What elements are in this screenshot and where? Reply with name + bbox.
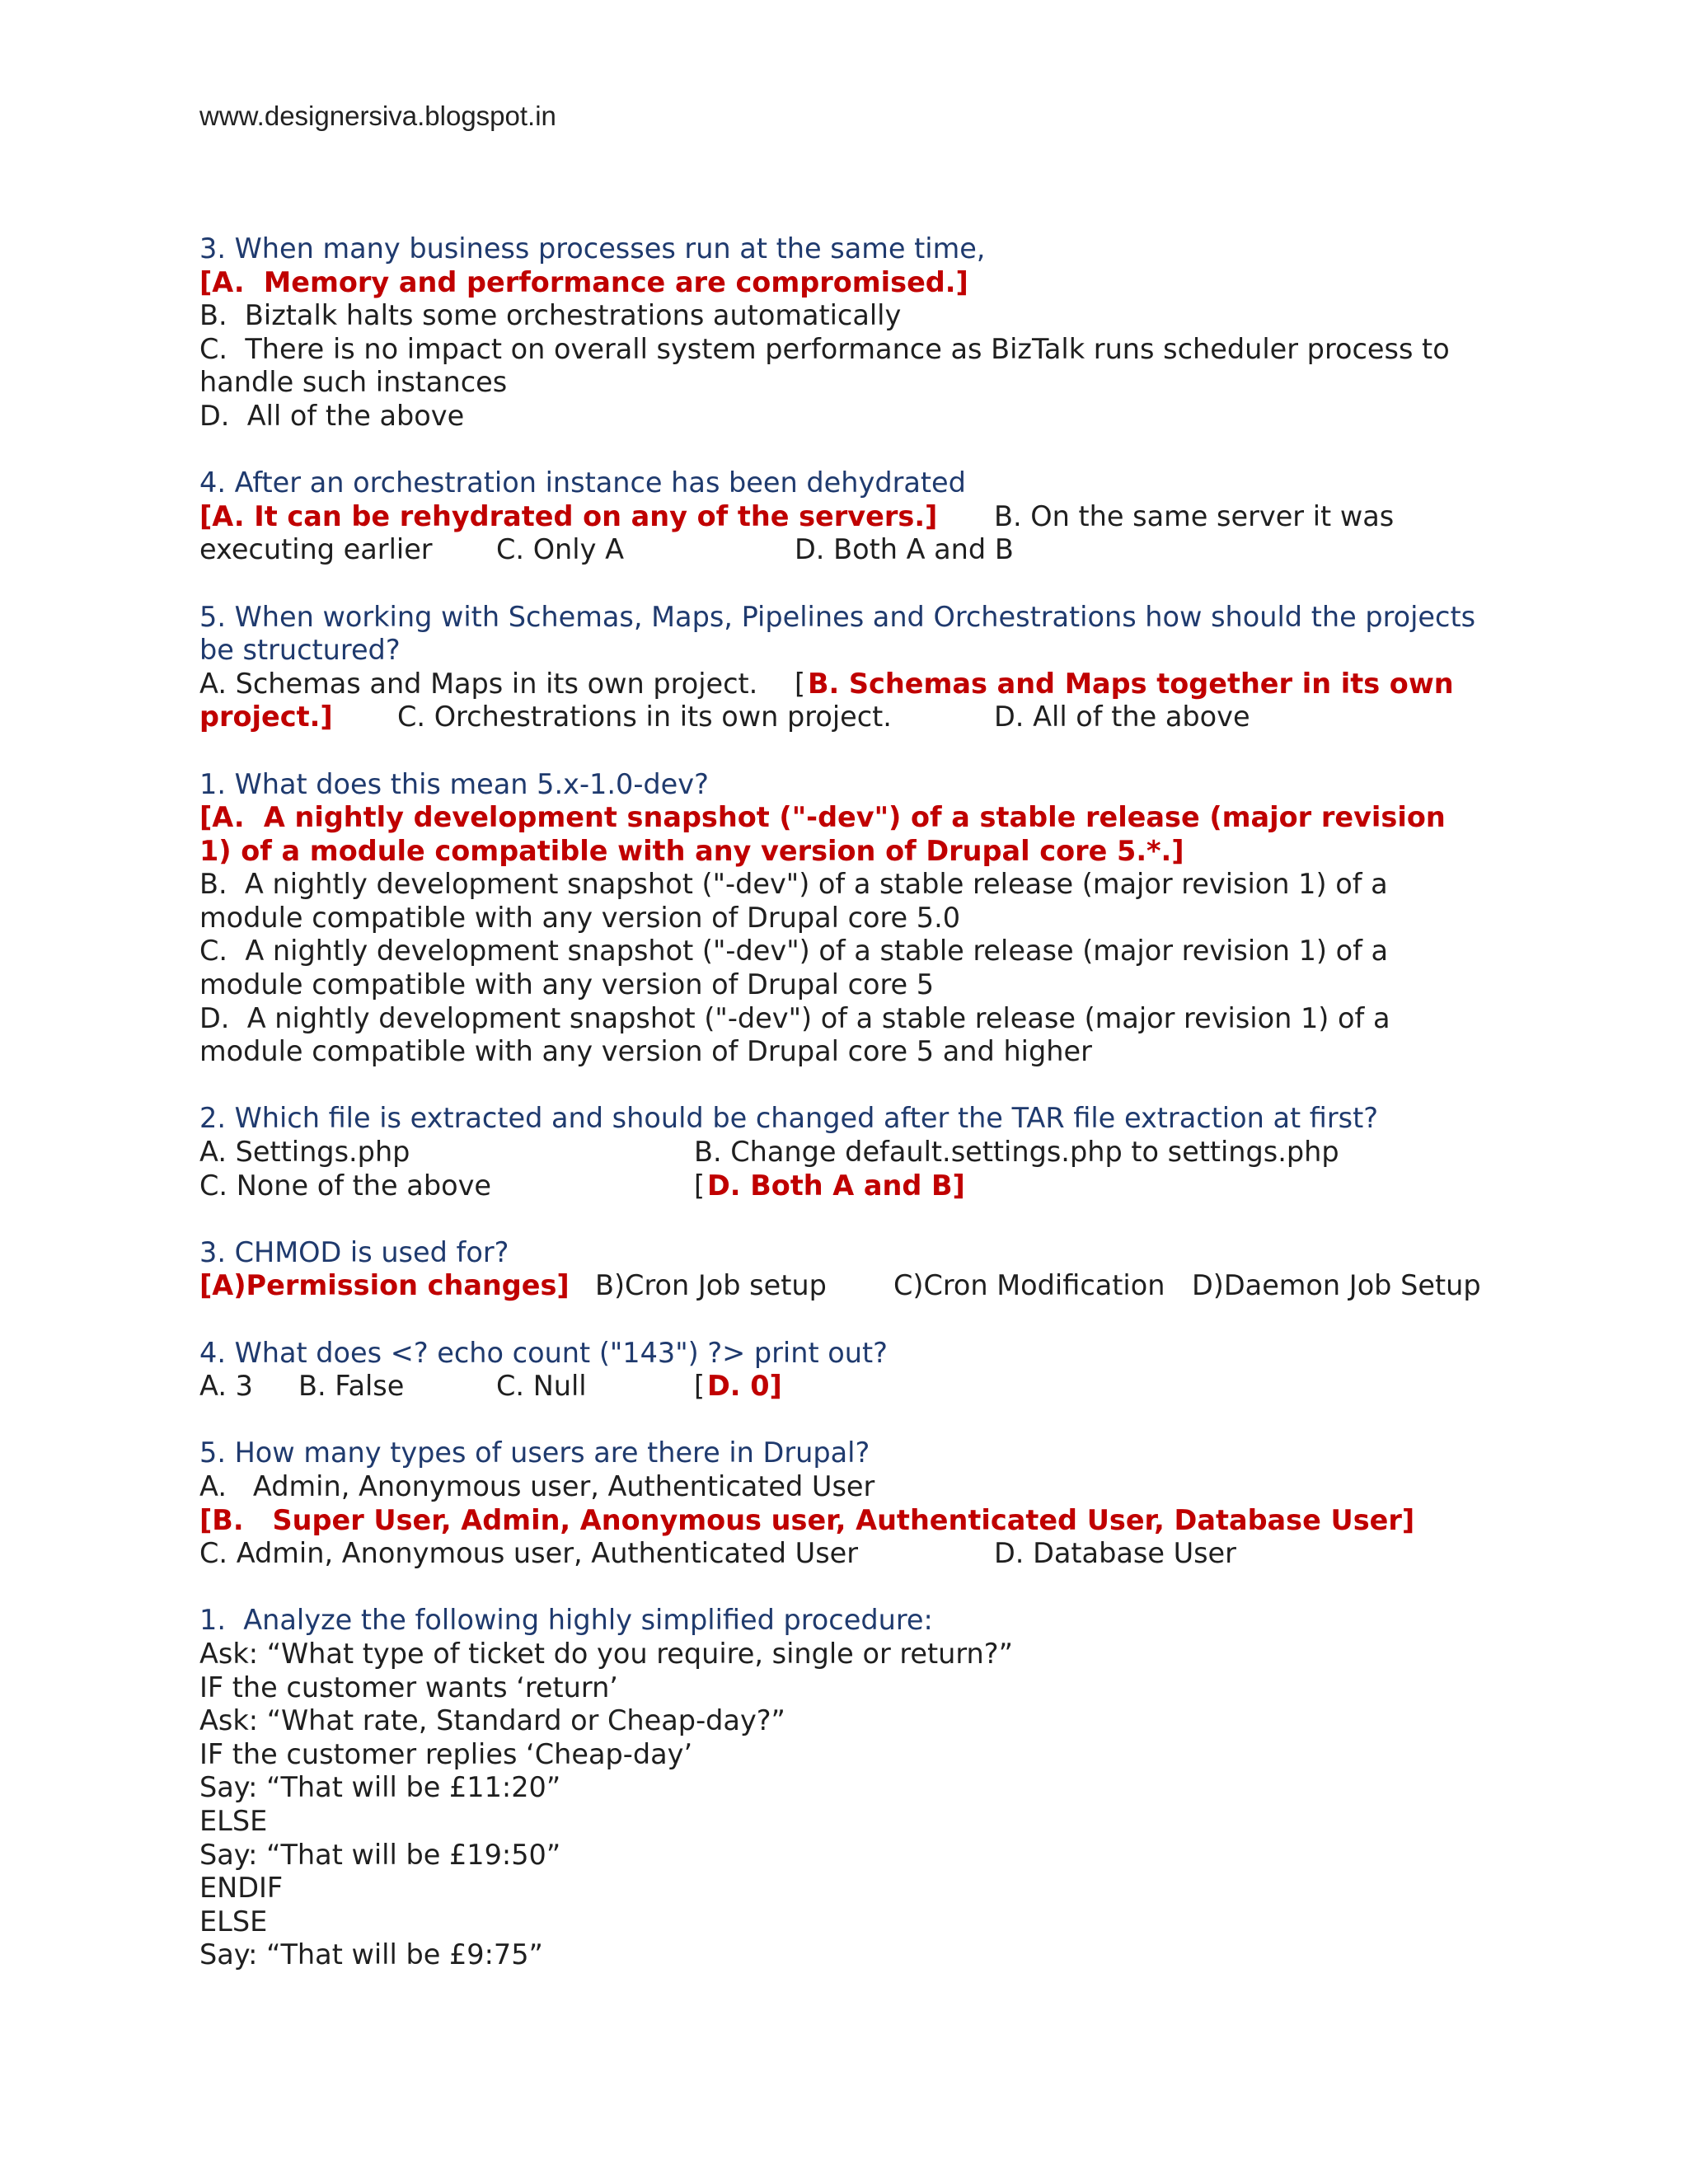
option-d: D. Both A and B — [795, 533, 1014, 566]
question-block — [199, 1337, 1551, 1404]
option-c: C. Only A — [496, 533, 624, 566]
option-c: C)Cron Modification — [893, 1269, 1165, 1302]
option-d: D. All of the above — [199, 399, 465, 432]
options-row — [199, 533, 1551, 567]
option-c-continued: module compatible with any version of Drupal core 5 — [199, 968, 935, 1001]
correct-answer: [A. It can be rehydrated on any of the servers.] — [199, 499, 938, 532]
correct-answer: [B. Super User, Admin, Anonymous user, Authenticated User, Database User] — [199, 1503, 1415, 1536]
procedure-line: ENDIF — [199, 1872, 284, 1905]
question-list — [199, 232, 1551, 2005]
question-block — [199, 1436, 1551, 1570]
question-text: 5. How many types of users are there in Drupal? — [199, 1436, 870, 1469]
correct-answer: D. Both A and B] — [707, 1169, 965, 1202]
question-block — [199, 768, 1551, 1069]
option-b: B. Biztalk halts some orchestrations automatically — [199, 299, 902, 332]
option-b: B. On the same server it was — [994, 499, 1395, 532]
option-b-continued: executing earlier — [199, 533, 433, 566]
option-d-continued: module compatible with any version of Drupal core 5 and higher — [199, 1035, 1092, 1068]
option-d: D. All of the above — [994, 701, 1250, 733]
option-a: A. 3 — [199, 1370, 253, 1403]
option-c: C. A nightly development snapshot ("-dev") of a stable release (major revision 1) of a — [199, 935, 1389, 968]
procedure-line: IF the customer wants ‘return’ — [199, 1671, 618, 1704]
question-block — [199, 1604, 1551, 1972]
options-row — [199, 1269, 1551, 1303]
question-text: 3. CHMOD is used for? — [199, 1235, 509, 1268]
answer-bracket: [ — [694, 1169, 706, 1202]
question-block — [199, 1236, 1551, 1303]
procedure-line: IF the customer replies ‘Cheap-day’ — [199, 1737, 693, 1770]
option-d: D)Daemon Job Setup — [1192, 1269, 1481, 1302]
option-d: D. Database User — [994, 1537, 1236, 1570]
question-text: 3. When many business processes run at the same time, — [199, 232, 986, 265]
option-a: A. Schemas and Maps in its own project. — [199, 667, 758, 700]
question-text: 5. When working with Schemas, Maps, Pipelines and Orchestrations how should the projects — [199, 600, 1476, 633]
correct-answer: [A. Memory and performance are compromised.] — [199, 265, 968, 298]
procedure-line: Say: “That will be £9:75” — [199, 1938, 543, 1971]
option-c: C. Null — [496, 1370, 587, 1403]
option-c-continued: handle such instances — [199, 366, 508, 399]
answer-bracket: [ — [795, 667, 806, 700]
option-c: C. There is no impact on overall system performance as BizTalk runs scheduler process to — [199, 332, 1450, 365]
answer-row — [199, 500, 1551, 534]
question-text: 4. After an orchestration instance has been dehydrated — [199, 466, 966, 499]
correct-answer-continued: project.] — [199, 701, 333, 733]
option-b-continued: module compatible with any version of Drupal core 5.0 — [199, 901, 961, 934]
options-row — [199, 668, 1551, 701]
procedure-line: Ask: “What rate, Standard or Cheap-day?” — [199, 1704, 785, 1737]
question-block — [199, 232, 1551, 434]
question-text: 1. Analyze the following highly simplified procedure: — [199, 1604, 933, 1637]
option-a: A. Admin, Anonymous user, Authenticated User — [199, 1469, 875, 1502]
option-b: B. Change default.settings.php to settings.php — [694, 1136, 1339, 1169]
question-text: 4. What does <? echo count ("143") ?> print out? — [199, 1336, 888, 1369]
correct-answer: [A)Permission changes] — [199, 1269, 570, 1302]
option-d: D. A nightly development snapshot ("-dev") of a stable release (major revision 1) of a — [199, 1001, 1390, 1034]
question-block — [199, 1102, 1551, 1202]
option-b: B. False — [298, 1370, 405, 1403]
site-header: www.designersiva.blogspot.in — [199, 101, 556, 131]
options-row — [199, 1537, 1551, 1571]
procedure-line: Ask: “What type of ticket do you require, single or return?” — [199, 1637, 1013, 1670]
procedure-line: Say: “That will be £19:50” — [199, 1838, 561, 1871]
correct-answer: D. 0] — [707, 1370, 782, 1403]
options-row — [199, 1370, 1551, 1404]
options-row — [199, 1169, 1551, 1203]
question-text: 2. Which file is extracted and should be changed after the TAR file extraction at first? — [199, 1102, 1379, 1135]
option-c: C. Orchestrations in its own project. — [397, 701, 892, 733]
procedure-line: Say: “That will be £11:20” — [199, 1771, 561, 1804]
answer-bracket: [ — [694, 1370, 706, 1403]
procedure-line: ELSE — [199, 1905, 268, 1938]
option-c: C. None of the above — [199, 1169, 492, 1202]
correct-answer-continued: 1) of a module compatible with any version of Drupal core 5.*.] — [199, 834, 1184, 867]
question-block — [199, 601, 1551, 734]
option-c: C. Admin, Anonymous user, Authenticated User — [199, 1537, 859, 1570]
question-text-continued: be structured? — [199, 634, 401, 667]
procedure-line: ELSE — [199, 1804, 268, 1837]
correct-answer: B. Schemas and Maps together in its own — [808, 667, 1454, 700]
question-block — [199, 466, 1551, 567]
correct-answer: [A. A nightly development snapshot ("-dev") of a stable release (major revision — [199, 801, 1446, 834]
question-text: 1. What does this mean 5.x-1.0-dev? — [199, 767, 709, 800]
options-row — [199, 1136, 1551, 1169]
option-b: B)Cron Job setup — [595, 1269, 827, 1302]
option-a: A. Settings.php — [199, 1136, 410, 1169]
option-b: B. A nightly development snapshot ("-dev") of a stable release (major revision 1) of a — [199, 868, 1388, 901]
options-row — [199, 701, 1551, 734]
